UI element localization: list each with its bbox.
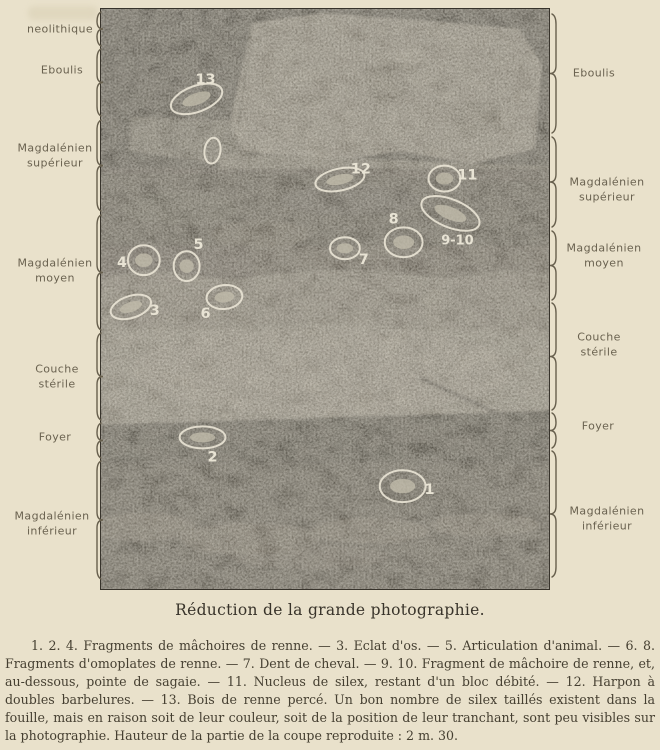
stratum-brace-right-eboulis [550,14,556,133]
stratum-label-left-magdalenien-inferieur: Magdalénien inférieur [14,509,90,538]
stratigraphy-photo [100,8,550,590]
stratum-label-right-eboulis: Eboulis [572,66,616,80]
stratum-brace-right-magdalenien-moyen [550,231,556,300]
faded-print-smudge [28,6,98,20]
marker-label-9-10: 9-10 [441,233,474,249]
marker-find-5 [179,259,193,273]
stratum-label-left-magdalenien-superieur: Magdalénien supérieur [17,141,93,170]
marker-label-6: 6 [200,305,211,322]
stratum-label-left-couche-sterile: Couche stérile [35,362,79,391]
marker-label-11: 11 [457,167,478,184]
stratum-brace-right-magdalenien-superieur [550,137,556,227]
stratum-label-right-magdalenien-moyen: Magdalénien moyen [566,241,642,270]
photo-grain-light [101,9,549,588]
marker-label-4: 4 [116,255,127,272]
marker-find-1 [390,479,415,493]
marker-find-11 [436,173,454,185]
figure-caption: Réduction de la grande photographie. [175,601,485,619]
stratum-label-left-neolithique: neolithique [26,22,94,36]
marker-label-1: 1 [424,482,435,499]
stratum-brace-right-magdalenien-inferieur [550,451,556,577]
marker-label-3: 3 [149,302,160,319]
stratum-label-right-foyer: Foyer [581,419,615,433]
stratum-label-left-magdalenien-moyen: Magdalénien moyen [17,256,93,285]
marker-find-8 [393,235,414,249]
marker-find-4 [135,253,153,267]
marker-label-5: 5 [193,237,204,254]
stratum-label-right-magdalenien-superieur: Magdalénien supérieur [569,175,645,204]
stratum-label-left-foyer: Foyer [38,430,72,444]
marker-label-12: 12 [350,161,371,178]
figure-description: 1. 2. 4. Fragments de mâchoires de renne. — 3. Eclat d'os. — 5. Articulation d'animal. — 6. 8. Fragments d'omoplates de renne. — 7. Dent de cheval. — 9. 10. Fragment de mâchoire de renne, et, au-dessous, pointe de sagaie. — 11. Nucleus de silex, restant d'un bloc débité. — 12. Harpon à doubles barbelures. — 13. Bois de renne percé. Un bon nombre de silex taillés existent dans la fouille, mais en raison soit de leur couleur, soit de la position de leur tranchant, sont peu visibles sur la photographie. Hauteur de la partie de la coupe reproduite : 2 m. 30. [5,638,655,743]
marker-find-2 [190,432,215,442]
marker-label-7: 7 [358,252,369,269]
stratum-label-right-couche-sterile: Couche stérile [577,330,621,359]
marker-label-2: 2 [207,449,218,466]
marker-label-8: 8 [388,211,399,228]
photo-canvas [101,9,549,589]
marker-label-13: 13 [195,71,216,88]
stratum-brace-right-couche-sterile [550,303,556,410]
marker-find-7 [337,243,354,253]
stratum-brace-right-foyer [550,413,556,448]
stratum-label-right-magdalenien-inferieur: Magdalénien inférieur [569,504,645,533]
stratum-label-left-eboulis: Eboulis [40,63,84,77]
